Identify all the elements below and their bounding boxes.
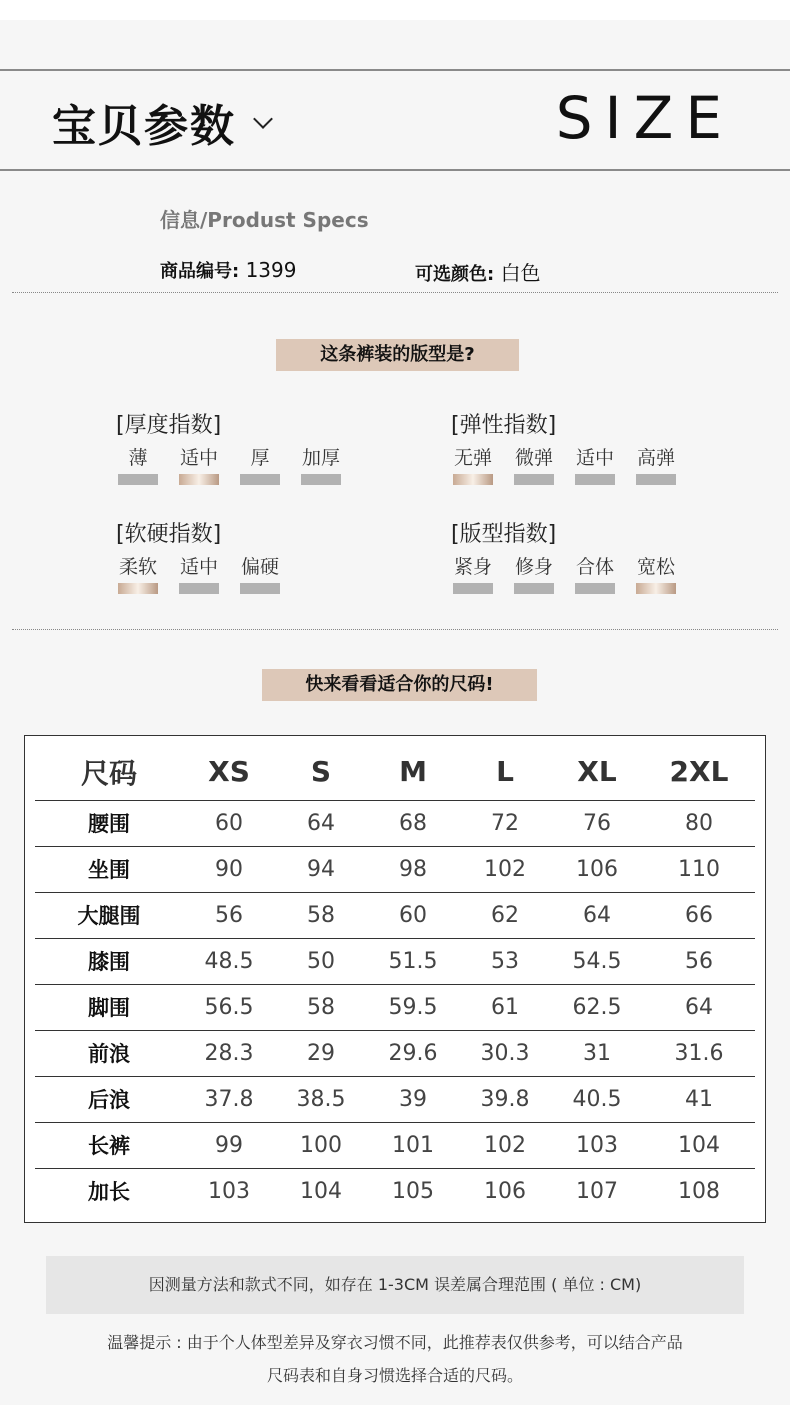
header-cell: 2XL: [643, 744, 755, 800]
size-value-cell: 66: [643, 892, 755, 938]
size-header-row: [35, 744, 755, 800]
index-bar: [575, 583, 615, 594]
index-bar: [118, 474, 158, 485]
size-value-cell: 102: [459, 846, 551, 892]
index-option-label: 适中: [179, 556, 218, 578]
index-bar: [575, 474, 615, 485]
row-label: 大腿围: [35, 892, 183, 938]
size-value-cell: 64: [275, 800, 367, 846]
index-bar-selected: [453, 474, 493, 485]
index-bar-selected: [179, 474, 219, 485]
size-value-cell: 72: [459, 800, 551, 846]
index-group-title: [弹性指数]: [451, 413, 557, 438]
top-white-strip: [0, 0, 790, 20]
size-value-cell: 105: [392, 1178, 434, 1204]
tip-line-2: 尺码表和自身习惯选择合适的尺码。: [266, 1366, 523, 1385]
size-value-cell: 101: [367, 1122, 459, 1168]
size-value-cell: 40.5: [551, 1076, 643, 1122]
index-bar: [453, 583, 493, 594]
color-value: 白色: [500, 261, 541, 285]
tip-line-1: 温馨提示 : 由于个人体型差异及穿衣习惯不同，此推荐表仅供参考，可以结合产品: [107, 1333, 683, 1352]
index-bar: [636, 474, 676, 485]
size-value-cell: 58: [275, 892, 367, 938]
table-row: [35, 938, 755, 984]
size-value-cell: 68: [367, 800, 459, 846]
header-cell: XL: [551, 744, 643, 800]
table-row: [35, 1030, 755, 1076]
size-value-cell: 106: [484, 1178, 526, 1204]
fit-banner: 这条裤装的版型是?: [276, 339, 519, 371]
size-value-cell: 56: [183, 892, 275, 938]
index-bar-selected: [636, 583, 676, 594]
index-bar: [179, 583, 219, 594]
index-option-label: 偏硬: [240, 556, 279, 578]
size-value-cell: 64: [643, 984, 755, 1030]
row-label: 坐围: [35, 846, 183, 892]
index-option-label: 适中: [575, 447, 614, 469]
item-number-label: 商品编号:: [160, 261, 240, 282]
available-color: [415, 257, 541, 286]
item-number: [160, 257, 296, 283]
index-option-label: 微弹: [514, 447, 553, 469]
size-value-cell: 62.5: [551, 984, 643, 1030]
size-value-cell: 28.3: [183, 1030, 275, 1076]
size-value-cell: 30.3: [459, 1030, 551, 1076]
section-title: 宝贝参数: [52, 101, 236, 152]
header-cell: L: [459, 744, 551, 800]
header-cell: 尺码: [35, 744, 183, 800]
color-label: 可选颜色:: [415, 264, 495, 285]
row-label: 后浪: [35, 1076, 183, 1122]
row-label: 腰围: [35, 800, 183, 846]
size-value-cell: 62: [459, 892, 551, 938]
size-value-cell: 51.5: [367, 938, 459, 984]
size-value-cell: 29: [275, 1030, 367, 1076]
index-option-label: 柔软: [118, 556, 157, 578]
size-value-cell: 99: [183, 1122, 275, 1168]
index-option-label: 修身: [514, 556, 553, 578]
size-value-cell: 64: [551, 892, 643, 938]
header-top-rule: [0, 69, 790, 71]
row-label: 前浪: [35, 1030, 183, 1076]
header-cell: S: [275, 744, 367, 800]
info-title: 信息/Produst Specs: [160, 208, 369, 232]
size-value-cell: 80: [643, 800, 755, 846]
size-value-cell: 103: [551, 1122, 643, 1168]
size-value-cell: 102: [459, 1122, 551, 1168]
index-group-title: [版型指数]: [451, 522, 557, 547]
size-table: [35, 744, 755, 1214]
size-value-cell: 50: [275, 938, 367, 984]
size-value-cell: 100: [275, 1122, 367, 1168]
dotted-divider: [12, 292, 778, 293]
size-value-cell: 90: [183, 846, 275, 892]
measurement-note: 因测量方法和款式不同，如存在 1-3CM 误差属合理范围 ( 单位 : CM): [46, 1256, 744, 1314]
size-banner: 快来看看适合你的尺码!: [262, 669, 537, 701]
index-bar: [240, 474, 280, 485]
size-value-cell: 41: [643, 1076, 755, 1122]
dotted-divider: [12, 629, 778, 630]
index-option-label: 无弹: [453, 447, 492, 469]
index-option-label: 适中: [179, 447, 218, 469]
table-row: [35, 1122, 755, 1168]
row-label: 膝围: [35, 938, 183, 984]
size-value-cell: 56: [643, 938, 755, 984]
size-value-cell: 31: [551, 1030, 643, 1076]
size-value-cell: 39.8: [459, 1076, 551, 1122]
size-value-cell: 107: [576, 1178, 618, 1204]
size-value-cell: 106: [551, 846, 643, 892]
size-value-cell: 38.5: [275, 1076, 367, 1122]
table-row: [35, 1076, 755, 1122]
size-value-cell: 58: [275, 984, 367, 1030]
row-label: 加长: [88, 1180, 130, 1205]
index-bar: [514, 474, 554, 485]
index-option-label: 合体: [575, 556, 614, 578]
size-value-cell: 104: [643, 1122, 755, 1168]
header-bottom-rule: [0, 169, 790, 171]
chevron-down-icon: [253, 109, 273, 129]
size-value-cell: 94: [275, 846, 367, 892]
index-group-title: [厚度指数]: [116, 413, 222, 438]
row-label: 脚围: [35, 984, 183, 1030]
row-label: 长裤: [35, 1122, 183, 1168]
size-value-cell: 108: [678, 1178, 720, 1204]
size-value-cell: 37.8: [183, 1076, 275, 1122]
table-row: [35, 846, 755, 892]
index-option-label: 厚: [250, 447, 270, 469]
size-value-cell: 104: [300, 1178, 342, 1204]
header-cell: M: [367, 744, 459, 800]
index-option-label: 紧身: [453, 556, 492, 578]
table-row: [35, 984, 755, 1030]
item-number-value: 1399: [245, 258, 297, 282]
index-bar: [240, 583, 280, 594]
size-value-cell: 31.6: [643, 1030, 755, 1076]
size-value-cell: 103: [208, 1178, 250, 1204]
index-option-label: 加厚: [301, 447, 340, 469]
size-value-cell: 48.5: [183, 938, 275, 984]
index-option-label: 宽松: [636, 556, 675, 578]
index-bar: [514, 583, 554, 594]
size-value-cell: 76: [551, 800, 643, 846]
index-bar: [301, 474, 341, 485]
size-heading: SIZE: [555, 84, 734, 152]
header-cell: XS: [183, 744, 275, 800]
size-table-box: [24, 735, 766, 1223]
size-value-cell: 60: [183, 800, 275, 846]
index-group-title: [软硬指数]: [116, 522, 222, 547]
size-value-cell: 59.5: [367, 984, 459, 1030]
table-row: [35, 1168, 755, 1214]
size-value-cell: 60: [367, 892, 459, 938]
size-value-cell: 29.6: [367, 1030, 459, 1076]
index-option-label: 高弹: [636, 447, 675, 469]
index-option-label: 薄: [128, 447, 148, 469]
size-value-cell: 110: [643, 846, 755, 892]
index-bar-selected: [118, 583, 158, 594]
table-row: [35, 892, 755, 938]
size-value-cell: 53: [459, 938, 551, 984]
size-value-cell: 56.5: [183, 984, 275, 1030]
size-value-cell: 98: [367, 846, 459, 892]
size-value-cell: 54.5: [551, 938, 643, 984]
table-row: [35, 800, 755, 846]
size-value-cell: 61: [459, 984, 551, 1030]
size-value-cell: 39: [367, 1076, 459, 1122]
